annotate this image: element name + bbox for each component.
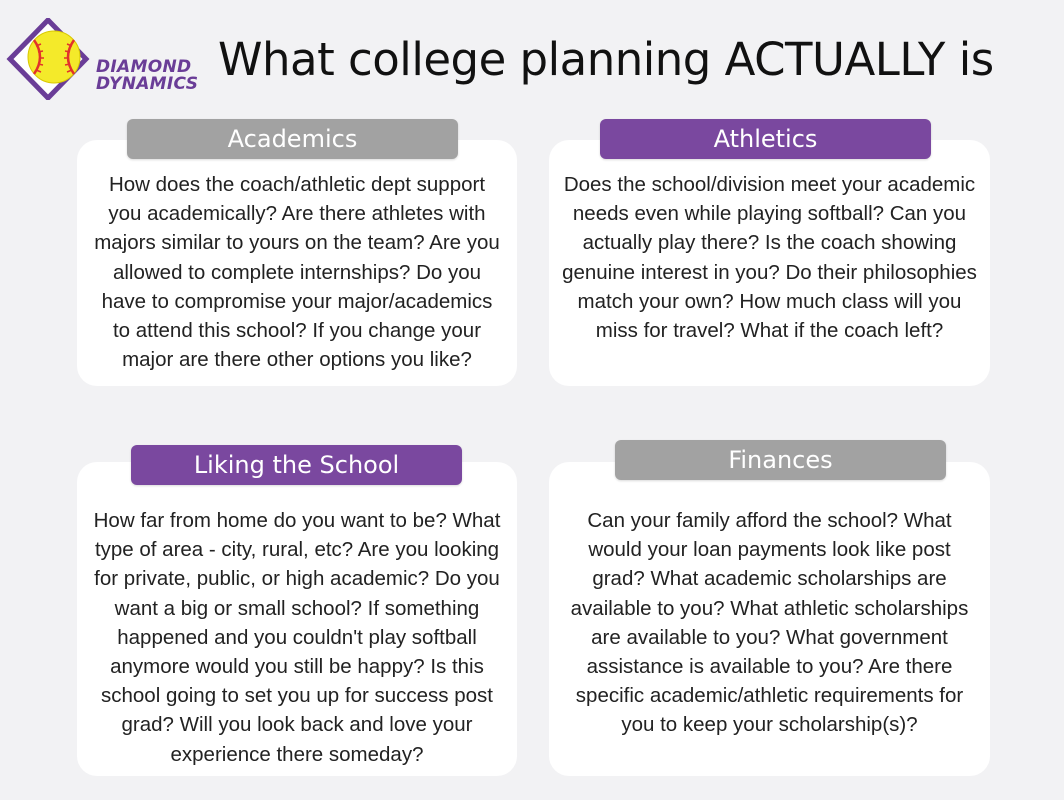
athletics-card: [549, 140, 990, 386]
academics-heading: Academics: [127, 119, 458, 159]
finances-body: Can your family afford the school? What would your loan payments look like post grad? What academic scholarships are available to you? What athletic scholarships are available to you? What government assistance is available to you? Are there specific academic/athletic requirements for you to keep your scholarship(s)?: [570, 509, 969, 737]
athletics-body: Does the school/division meet your academic needs even while playing softball? Can you actually play there? Is the coach showing genuine interest in you? Do their philosophies match your own? How much class will you miss for travel? What if the coach left?: [562, 173, 977, 343]
academics-card: [77, 140, 517, 386]
liking-the-school-heading: Liking the School: [131, 445, 462, 485]
brand-line1: DIAMOND: [96, 57, 192, 77]
page-title: What college planning ACTUALLY is: [218, 33, 994, 86]
finances-heading: Finances: [615, 440, 946, 480]
liking-the-school-card: [77, 462, 517, 776]
brand-line2: DYNAMICS: [96, 74, 199, 94]
academics-body: How does the coach/athletic dept support you academically? Are there athletes with majors similar to yours on the team? Are you allowed to complete internships? Do you have to compromise your major/academics to attend this school? If you change your major are there other options you like?: [94, 173, 500, 372]
finances-card: [549, 462, 990, 776]
softball-diamond-icon: [6, 18, 96, 100]
brand-wordmark: [96, 59, 198, 93]
liking-the-school-body: How far from home do you want to be? What type of area - city, rural, etc? Are you looking for private, public, or high academic? Do you want a big or small school? If something happened and you couldn't play softball anymore would you still be happy? Is this school going to set you up for success post grad? Will you look back and love your experience there someday?: [93, 509, 501, 766]
brand-logo: [6, 18, 206, 100]
athletics-heading: Athletics: [600, 119, 931, 159]
